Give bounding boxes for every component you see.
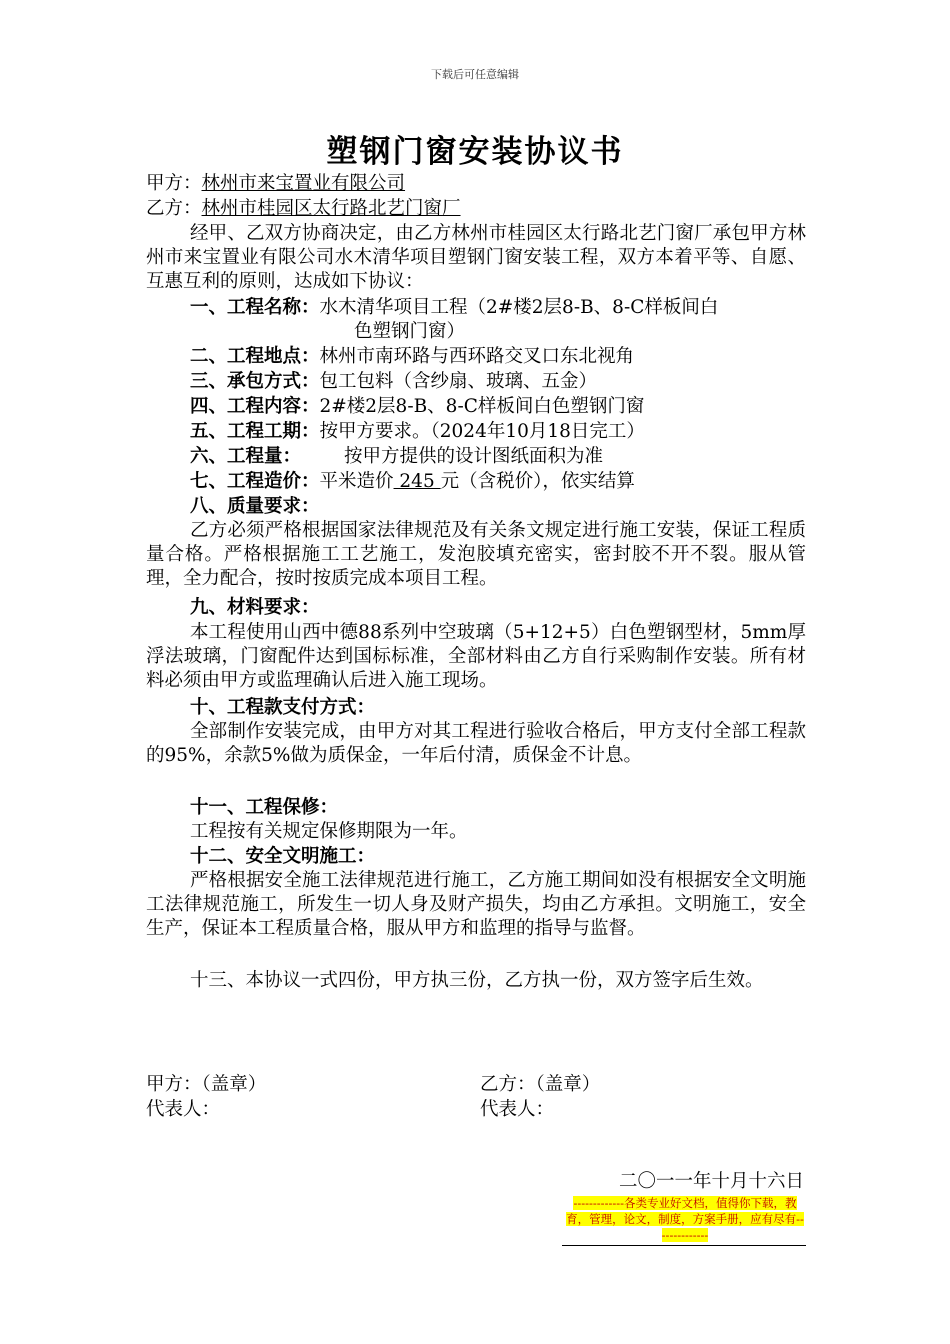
party-a-seal: 甲方：（盖章） xyxy=(146,1074,267,1095)
section-7 xyxy=(190,470,635,494)
party-b-seal: 乙方：（盖章） xyxy=(480,1074,601,1095)
party-b-representative: 代表人： xyxy=(480,1099,555,1120)
section-2 xyxy=(190,345,634,369)
section-1-value: 水木清华项目工程（2#楼2层8-B、8-C样板间白 xyxy=(319,297,719,318)
party-a-label: 甲方： xyxy=(146,173,202,194)
section-4 xyxy=(190,395,644,419)
section-5-value: 按甲方要求。（2024年10月18日完工） xyxy=(319,421,645,442)
section-3 xyxy=(190,370,597,394)
section-8-text: 乙方必须严格根据国家法律规范及有关条文规定进行施工安装，保证工程质量合格。严格根据施工工艺施工，发泡胶填充密实，密封胶不开不裂。服从管理，全力配合，按时按质完成本项目工程。 xyxy=(146,520,806,589)
party-a-name: 林州市来宝置业有限公司 xyxy=(201,173,406,194)
party-b-line xyxy=(146,197,461,221)
promo-note xyxy=(566,1195,804,1243)
section-8-label: 八、质量要求： xyxy=(190,496,320,517)
section-6 xyxy=(190,445,603,469)
header-note: 下载后可任意编辑 xyxy=(431,68,519,81)
section-2-label: 二、工程地点： xyxy=(190,346,320,367)
section-6-label: 六、工程量： xyxy=(190,446,302,467)
document-title: 塑钢门窗安装协议书 xyxy=(326,134,624,170)
section-5-label: 五、工程工期： xyxy=(190,421,320,442)
section-12-text: 严格根据安全施工法律规范进行施工，乙方施工期间如没有根据安全文明施工法律规范施工，所发生一切人身及财产损失，均由乙方承担。文明施工，安全生产，保证本工程质量合格，服从甲方和监理的指导与监督。 xyxy=(146,870,806,939)
section-7-post: 元（含税价），依实结算 xyxy=(440,471,635,492)
intro-paragraph: 经甲、乙双方协商决定，由乙方林州市桂园区太行路北艺门窗厂承包甲方林州市来宝置业有限公司水木清华项目塑钢门窗安装工程，双方本着平等、自愿、互惠互利的原则，达成如下协议： xyxy=(146,223,806,292)
party-a-representative: 代表人： xyxy=(146,1099,221,1120)
section-2-value: 林州市南环路与西环路交叉口东北视角 xyxy=(319,346,635,367)
footer-rule xyxy=(562,1245,806,1246)
section-11-label: 十一、工程保修： xyxy=(190,797,339,818)
signing-date: 二〇一一年十月十六日 xyxy=(618,1171,804,1192)
section-7-label: 七、工程造价： xyxy=(190,471,320,492)
section-1-label: 一、工程名称： xyxy=(190,297,320,318)
section-12-label: 十二、安全文明施工： xyxy=(190,846,376,867)
section-1 xyxy=(190,296,718,320)
section-7-price: 245 xyxy=(393,471,441,492)
section-7-pre: 平米造价 xyxy=(319,471,394,492)
section-3-value: 包工包料（含纱扇、玻璃、五金） xyxy=(319,371,598,392)
promo-text: -------------各类专业好文档，值得你下载，教育，管理，论文，制度，方案手册，应有尽有-------------- xyxy=(566,1196,804,1242)
section-13-text: 十三、本协议一式四份，甲方执三份，乙方执一份，双方签字后生效。 xyxy=(190,970,764,991)
section-10-label: 十、工程款支付方式： xyxy=(190,697,376,718)
section-1-value-cont: 色塑钢门窗） xyxy=(354,321,466,342)
section-4-value: 2#楼2层8-B、8-C样板间白色塑钢门窗 xyxy=(319,396,645,417)
party-b-name: 林州市桂园区太行路北艺门窗厂 xyxy=(201,198,461,219)
section-5 xyxy=(190,420,645,444)
section-9-text: 本工程使用山西中德88系列中空玻璃（5+12+5）白色塑钢型材，5mm厚浮法玻璃，门窗配件达到国标标准，全部材料由乙方自行采购制作安装。所有材料必须由甲方或监理确认后进入施工现场。 xyxy=(146,622,806,691)
section-9-label: 九、材料要求： xyxy=(190,597,320,618)
section-11-text: 工程按有关规定保修期限为一年。 xyxy=(190,821,468,842)
section-6-value: 按甲方提供的设计图纸面积为准 xyxy=(344,446,604,467)
section-10-text: 全部制作安装完成，由甲方对其工程进行验收合格后，甲方支付全部工程款的95%，余款5%做为质保金，一年后付清，质保金不计息。 xyxy=(146,721,806,766)
party-a-line xyxy=(146,172,405,196)
party-b-label: 乙方： xyxy=(146,198,202,219)
section-3-label: 三、承包方式： xyxy=(190,371,320,392)
section-4-label: 四、工程内容： xyxy=(190,396,320,417)
